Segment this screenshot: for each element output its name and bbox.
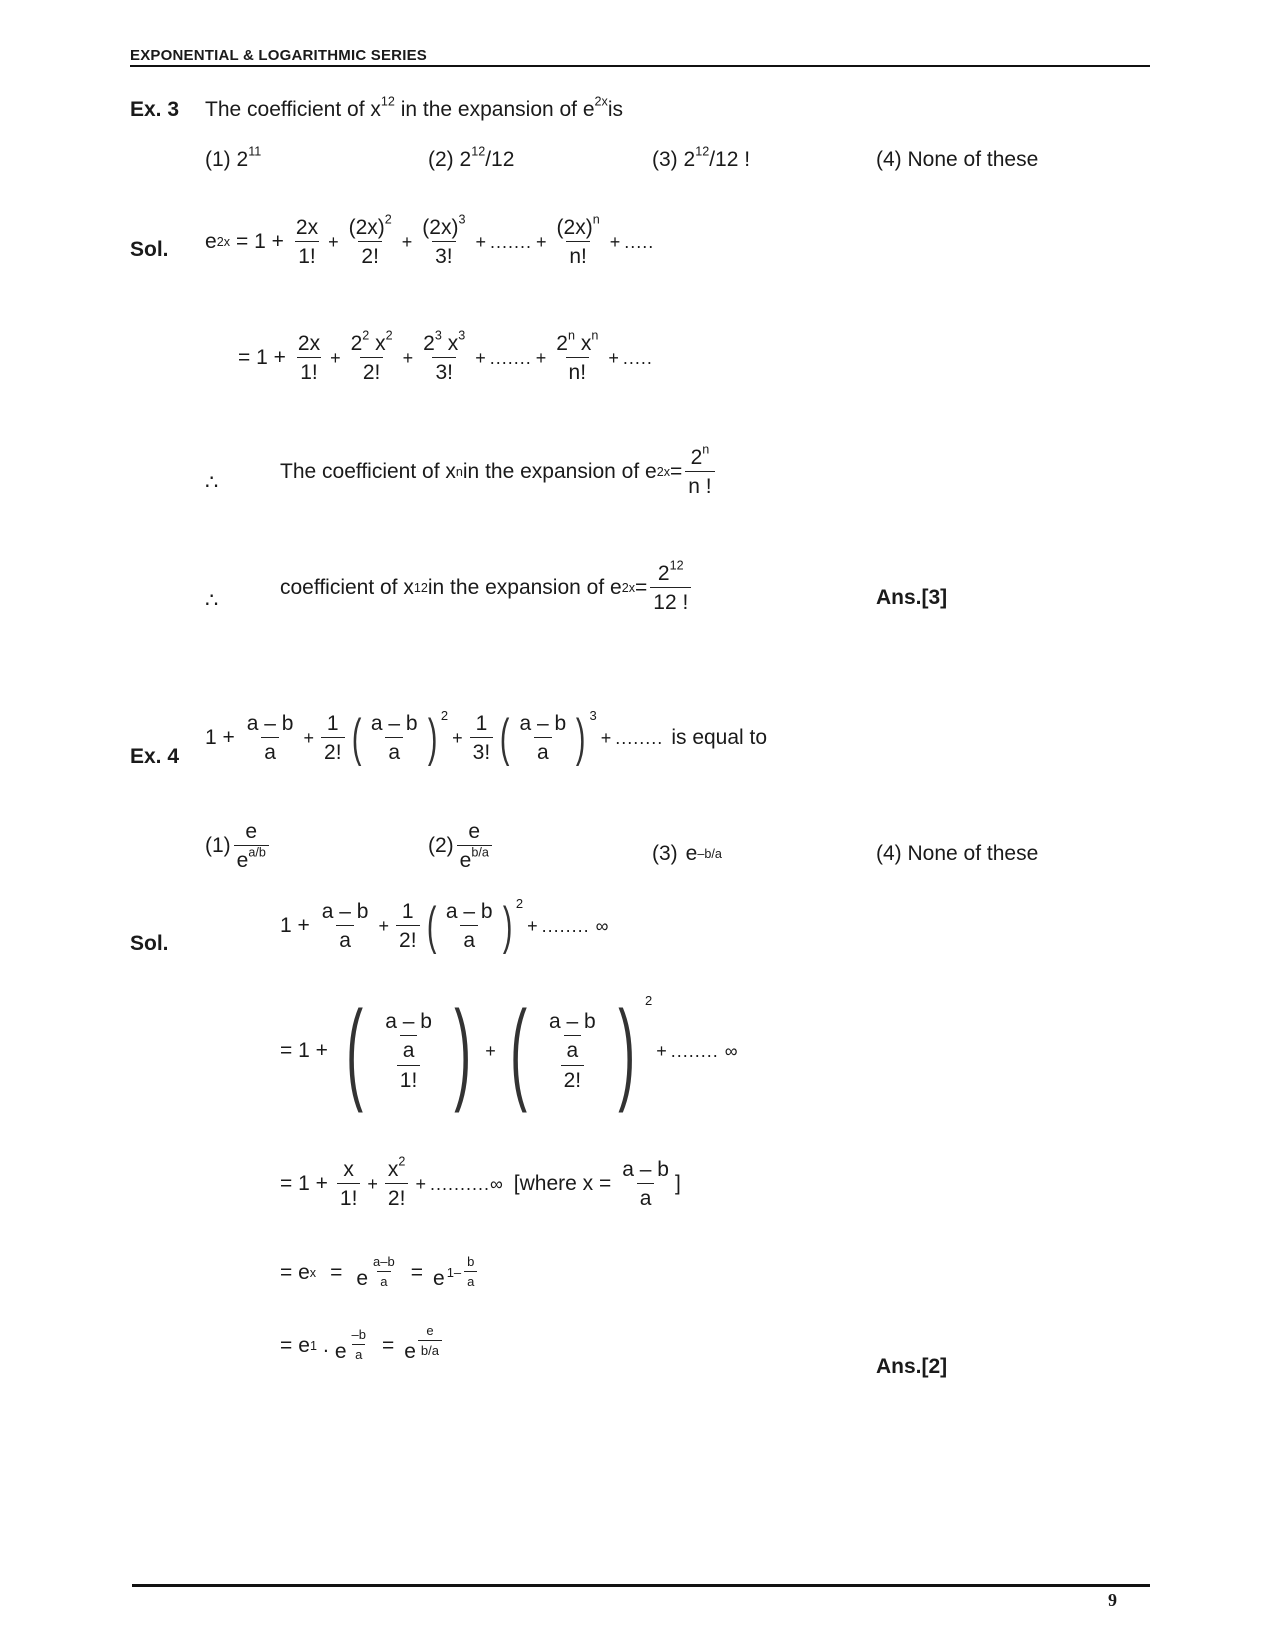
exponent-fraction — [418, 1324, 442, 1359]
numerator — [385, 1154, 409, 1183]
fraction — [234, 820, 269, 872]
ex4-sol-line1: 1 + $\frac{a - b}{a}$ + $\frac{1}{2!}$ ( $\frac{a - b}{a}$ ) 2 + ........ ∞ — [280, 896, 609, 956]
numerator: b — [467, 1254, 475, 1269]
math-text: in the expansion of e — [427, 576, 622, 600]
math-text: 1– — [446, 1264, 462, 1280]
ex3-answer: Ans.[3] — [876, 586, 948, 609]
opt-text: (1) 2 — [205, 148, 249, 171]
denominator: n ! — [685, 471, 714, 498]
ellipsis: ..........∞ — [429, 1173, 504, 1194]
denominator: 2! — [321, 737, 345, 764]
right-paren: ) — [454, 988, 471, 1113]
ex4-option-4: (4) None of these — [876, 842, 1039, 865]
fraction — [554, 212, 603, 269]
denominator: a — [377, 1271, 390, 1289]
opt-text: /12 — [485, 148, 515, 171]
right-paren: ) — [502, 897, 513, 956]
denominator: 2! — [385, 1183, 409, 1210]
denominator: a — [564, 1035, 582, 1062]
exponent: 2 — [515, 896, 524, 911]
numerator: e — [245, 820, 258, 843]
numerator: 1 — [475, 712, 488, 735]
denominator: a — [460, 925, 478, 952]
denominator: a — [261, 737, 279, 764]
q-sup: 12 — [380, 94, 395, 109]
left-paren: ( — [426, 897, 436, 956]
math-text: 2 — [556, 332, 568, 355]
ex3-option-3 — [652, 144, 751, 172]
therefore-symbol: ∴ — [205, 589, 219, 612]
ex4-sol-label: Sol. — [130, 932, 169, 955]
ellipsis: ........ — [615, 727, 664, 748]
math-text: e — [433, 1267, 445, 1290]
exponent-fraction — [349, 1328, 369, 1363]
opt-text: /12 ! — [709, 148, 751, 171]
ex3-sol-line3: The coefficient of x n in the expansion of e 2x = $\frac{2^n}{n !}$ — [280, 446, 718, 498]
left-paren: ( — [509, 988, 527, 1113]
fraction — [619, 1158, 672, 1210]
numerator: 2x — [295, 216, 319, 239]
math-text: 2 — [350, 332, 363, 355]
exponential — [404, 1323, 445, 1364]
math-text: e — [685, 842, 698, 865]
math-text: is equal to — [671, 726, 768, 750]
right-paren: ) — [617, 988, 635, 1113]
numerator — [540, 1010, 605, 1064]
numerator: 1 — [326, 712, 339, 735]
exponent: 2 — [645, 993, 653, 1008]
fraction — [295, 332, 323, 384]
numerator — [376, 1010, 441, 1064]
ex3-label: Ex. 3 — [130, 98, 180, 121]
footer-divider — [132, 1584, 1150, 1587]
math-text: (2x) — [348, 216, 385, 239]
numerator: a – b — [622, 1158, 669, 1181]
numerator: a – b — [385, 1010, 432, 1034]
denominator: a — [534, 737, 552, 764]
math-text: x — [375, 332, 386, 355]
math-text: . — [322, 1334, 329, 1357]
q-text: in the expansion of e — [394, 98, 595, 121]
exponent: 3 — [589, 708, 597, 723]
math-sup: 2 — [384, 212, 392, 227]
math-text: b/a — [420, 1343, 439, 1359]
denominator: a — [336, 925, 354, 952]
right-paren: ) — [427, 709, 438, 768]
opt-sup: 11 — [248, 144, 262, 159]
numerator — [553, 328, 601, 357]
ex4-option-3: (3) e –b/a — [652, 842, 722, 865]
fraction — [457, 820, 492, 872]
math-text: 1 + — [205, 726, 235, 750]
denominator: 1! — [297, 357, 321, 384]
numerator — [688, 442, 713, 471]
ex3-sol-label: Sol. — [130, 238, 169, 261]
fraction — [540, 1010, 605, 1091]
math-sup: n — [702, 442, 710, 457]
math-text: coefficient of x — [280, 576, 414, 600]
q-text: The coefficient of x — [205, 98, 381, 121]
denominator: 2! — [396, 925, 420, 952]
denominator: a — [637, 1183, 655, 1210]
math-sup: 2 — [362, 328, 370, 343]
numerator — [348, 328, 396, 357]
math-text: e — [205, 230, 217, 254]
fraction — [368, 712, 421, 764]
numerator — [420, 328, 468, 357]
exponent: 2 — [440, 708, 449, 723]
numerator: e — [468, 820, 481, 843]
denominator: a — [352, 1344, 365, 1362]
numerator: a – b — [370, 712, 418, 735]
math-text: = 1 + — [236, 230, 284, 254]
q-sup: 2x — [594, 94, 608, 109]
fraction — [517, 712, 570, 764]
denominator: a — [464, 1271, 477, 1289]
opt-label: (1) — [205, 834, 231, 858]
math-text: = — [670, 460, 683, 484]
denominator: 3! — [432, 357, 456, 384]
fraction — [348, 328, 396, 385]
fraction — [443, 900, 496, 952]
page-number: 9 — [1108, 1590, 1117, 1610]
ex4-sol-line2: = 1 + ( $\frac{\frac{a - b}{a}}{1!}$ ) + ( $\frac{\frac{a - b}{a}}{2!}$ ) 2 + ........ ∞ — [280, 988, 738, 1113]
denominator: 2! — [561, 1065, 585, 1092]
fraction — [419, 212, 468, 269]
ellipsis: ....... — [489, 347, 532, 368]
numerator — [655, 558, 687, 587]
math-text: The coefficient of x — [280, 460, 456, 484]
math-text: = 1 + — [280, 1172, 328, 1196]
ellipsis: ..... — [622, 347, 653, 368]
math-text: = e — [280, 1261, 310, 1284]
math-text: = — [410, 1261, 423, 1284]
fraction — [420, 328, 468, 385]
ex4-option-1 — [205, 820, 272, 872]
ex3-option-2 — [428, 144, 515, 172]
math-sup: 2 — [398, 1154, 406, 1169]
left-paren: ( — [351, 709, 361, 768]
ellipsis: ....... — [490, 231, 533, 252]
opt-text: (2) 2 — [428, 148, 472, 171]
fraction — [470, 712, 494, 764]
math-text: (2x) — [556, 216, 593, 239]
math-text: 1 + — [280, 914, 310, 938]
fraction — [376, 1010, 441, 1091]
fraction — [385, 1154, 409, 1211]
math-text: = — [635, 576, 648, 600]
math-text: = — [381, 1334, 395, 1357]
math-sup: 2 — [385, 328, 393, 343]
math-sup: n — [591, 328, 599, 343]
fraction — [293, 216, 321, 268]
fraction — [346, 212, 395, 269]
math-text: ] — [674, 1172, 681, 1196]
numerator: 2x — [297, 332, 321, 355]
math-text: 2 — [423, 332, 435, 355]
ex3-sol-line4: coefficient of x 12 in the expansion of e 2x = $\frac{2^{12}}{12 !}$ — [280, 562, 694, 614]
fraction — [337, 1158, 361, 1210]
exponent-fraction — [464, 1255, 477, 1290]
ellipsis: ..... — [624, 231, 655, 252]
denominator: n! — [566, 357, 590, 384]
numerator: a – b — [519, 712, 567, 735]
ex4-sol-line3: = 1 + $\frac{x}{1!}$ + $\frac{x^2}{2!}$ + ..........∞ [where x = $\frac{a - b}{a}$ ] — [280, 1154, 681, 1211]
denominator: 12 ! — [650, 587, 691, 614]
fraction — [244, 712, 297, 764]
therefore-symbol: ∴ — [205, 471, 219, 494]
math-text: e — [236, 849, 249, 873]
numerator — [419, 212, 468, 241]
numerator: a – b — [549, 1010, 596, 1034]
ex3-option-1 — [205, 144, 262, 172]
math-text: (2x) — [422, 216, 459, 239]
ellipsis: ........ — [541, 915, 590, 936]
math-text: = 1 + — [238, 346, 286, 370]
exponential — [433, 1255, 480, 1291]
denominator: 1! — [397, 1065, 421, 1092]
fraction — [685, 442, 714, 499]
q-text: is — [607, 98, 624, 121]
math-text: = 1 + — [280, 1039, 328, 1062]
opt-sup: 12 — [695, 144, 710, 159]
denominator: 2! — [360, 357, 384, 384]
math-text: 2 — [657, 562, 670, 585]
numerator: a – b — [321, 900, 369, 923]
ex4-sol-line5: = e 1 . e $\frac{-b}{a}$ = e $\frac{e}{b/a}$ — [280, 1328, 445, 1364]
numerator — [346, 212, 395, 241]
infinity-symbol: ∞ — [595, 915, 609, 936]
math-text: e — [334, 1340, 347, 1363]
denominator: a — [400, 1035, 418, 1062]
math-text: 2 — [690, 446, 703, 469]
exponential — [356, 1255, 400, 1291]
left-paren: ( — [346, 988, 363, 1113]
page-header-title: EXPONENTIAL & LOGARITHMIC SERIES — [130, 47, 427, 64]
infinity-symbol: ∞ — [724, 1040, 738, 1061]
numerator: x — [343, 1158, 354, 1181]
exponent-fraction — [370, 1255, 398, 1290]
denominator: a — [385, 737, 403, 764]
ex4-sol-line4: = e x = e $\frac{a-b}{a}$ = e 1– $\frac{b}{a}$ — [280, 1255, 480, 1291]
inner-fraction — [546, 1010, 599, 1062]
fraction — [319, 900, 372, 952]
math-sup: n — [567, 328, 575, 343]
inner-fraction — [382, 1010, 435, 1062]
math-text: [where x = — [513, 1172, 612, 1196]
math-text: x — [387, 1158, 399, 1181]
ex3-sol-line1: e 2x = 1 + $\frac{2x}{1!}$ + $\frac{(2x)^2}{2!}$ + $\frac{(2x)^3}{3!}$ + ....... + $\frac{(2x)^n}{n!}$ + ..... — [205, 212, 655, 269]
numerator: a – b — [246, 712, 294, 735]
math-sup: 3 — [434, 328, 442, 343]
fraction — [553, 328, 601, 385]
denominator — [234, 845, 269, 872]
ellipsis: ........ — [670, 1040, 719, 1061]
numerator: e — [426, 1323, 434, 1338]
left-paren: ( — [500, 709, 510, 768]
ex4-question: 1 + $\frac{a - b}{a}$ + $\frac{1}{2!}$ ( $\frac{a - b}{a}$ ) 2 + $\frac{1}{3!}$ ( $\frac{a - b}{a}$ ) 3 + ........ is equal to — [205, 708, 768, 768]
numerator: 1 — [401, 900, 414, 923]
numerator: a–b — [373, 1254, 395, 1269]
opt-label: (2) — [428, 834, 454, 858]
math-sup: 3 — [458, 328, 466, 343]
opt-text: (3) 2 — [652, 148, 696, 171]
exponent — [447, 1255, 481, 1290]
numerator — [554, 212, 603, 241]
math-text: e — [459, 849, 472, 873]
opt-label: (3) — [652, 842, 678, 865]
denominator: 1! — [337, 1183, 361, 1210]
denominator: n! — [566, 241, 590, 268]
math-text: e — [356, 1267, 369, 1290]
denominator: 3! — [470, 737, 494, 764]
right-paren: ) — [576, 709, 586, 768]
ex4-label: Ex. 4 — [130, 745, 180, 768]
exponential — [335, 1328, 372, 1364]
ex4-answer: Ans.[2] — [876, 1355, 948, 1378]
math-sup: 3 — [458, 212, 466, 227]
denominator: 3! — [432, 241, 456, 268]
ex3-sol-line2: = 1 + $\frac{2x}{1!}$ + $\frac{2^2 x^2}{2!}$ + $\frac{2^3 x^3}{3!}$ + ....... + $\frac{2^n x^n}{n!}$ + ..... — [238, 328, 653, 385]
ex3-question — [205, 94, 624, 122]
denominator: 1! — [295, 241, 319, 268]
fraction — [321, 712, 345, 764]
fraction — [650, 558, 691, 615]
opt-sup: 12 — [471, 144, 486, 159]
denominator — [418, 1340, 442, 1358]
numerator: –b — [351, 1327, 366, 1342]
math-text: x — [580, 332, 592, 355]
header-divider — [130, 65, 1150, 67]
denominator — [457, 845, 492, 872]
math-sup: n — [592, 212, 600, 227]
math-sup: b/a — [471, 845, 489, 860]
math-sup: a/b — [248, 845, 266, 860]
math-text: x — [447, 332, 459, 355]
fraction — [396, 900, 420, 952]
numerator: a – b — [445, 900, 493, 923]
ex4-option-2 — [428, 820, 495, 872]
math-text: = — [330, 1261, 343, 1284]
math-text: e — [404, 1340, 416, 1363]
math-text: in the expansion of e — [462, 460, 657, 484]
ex3-option-4: (4) None of these — [876, 148, 1039, 171]
math-sup: 12 — [669, 558, 684, 573]
denominator: 2! — [358, 241, 382, 268]
